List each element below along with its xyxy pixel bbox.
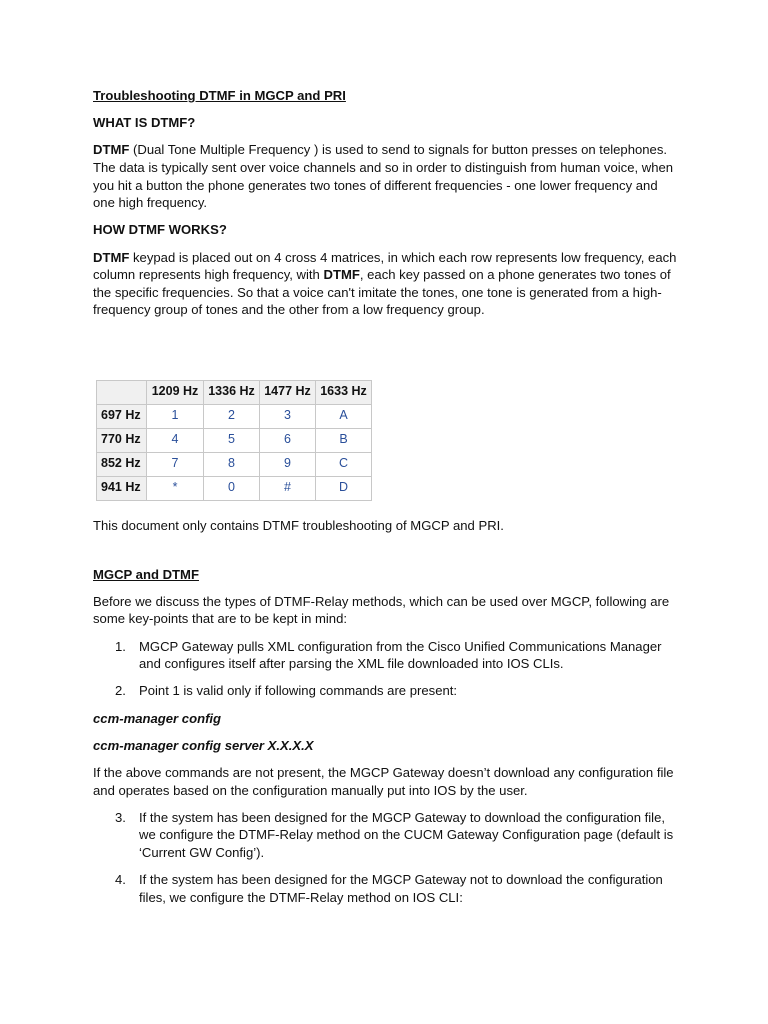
how-dtmf-works-paragraph — [93, 249, 683, 319]
list-item — [93, 809, 683, 862]
list-item — [93, 682, 683, 700]
table-corner-cell — [97, 380, 147, 404]
how-text-part-1: keypad is placed out on 4 cross 4 matrices, in which each row represents low frequency, each column represents high frequency, with — [93, 249, 677, 283]
table-cell: A — [316, 404, 372, 428]
table-cell: 2 — [204, 404, 260, 428]
table-cell: 4 — [147, 428, 204, 452]
command-ccm-manager-config-server: ccm-manager config server X.X.X.X — [93, 737, 314, 753]
table-header-row — [97, 380, 372, 404]
list-item-number: 1. — [115, 638, 126, 654]
table-cell: 3 — [260, 404, 316, 428]
list-item-number: 3. — [115, 809, 126, 825]
column-header: 1477 Hz — [260, 380, 316, 404]
list-item — [93, 871, 683, 906]
dtmf-term: DTMF — [93, 142, 130, 158]
table-cell: * — [147, 476, 204, 500]
how-dtmf-works-heading: HOW DTMF WORKS? — [93, 222, 227, 238]
table-cell: D — [316, 476, 372, 500]
list-item-number: 2. — [115, 683, 126, 699]
table-row — [97, 452, 372, 476]
table-cell: 6 — [260, 428, 316, 452]
table-cell: # — [260, 476, 316, 500]
dtmf-frequency-table — [96, 380, 372, 501]
list-item-text: If the system has been designed for the MGCP Gateway not to download the configuration files, we configure the DTMF-Relay method on IOS CLI: — [139, 872, 663, 905]
list-item-number: 4. — [115, 872, 126, 888]
table-cell: B — [316, 428, 372, 452]
column-header: 1633 Hz — [316, 380, 372, 404]
table-row — [97, 404, 372, 428]
command-note-paragraph: If the above commands are not present, the MGCP Gateway doesn’t download any configuration file and operates based on the configuration manually put into IOS by the user. — [93, 765, 674, 798]
dtmf-term: DTMF — [93, 249, 130, 265]
command-ccm-manager-config: ccm-manager config — [93, 710, 222, 726]
row-header: 852 Hz — [97, 452, 147, 476]
mgcp-dtmf-heading: MGCP and DTMF — [93, 566, 199, 582]
dtmf-term: DTMF — [323, 267, 360, 283]
list-item — [93, 638, 683, 673]
document-title: Troubleshooting DTMF in MGCP and PRI — [93, 88, 346, 103]
column-header: 1336 Hz — [204, 380, 260, 404]
list-item-text: If the system has been designed for the MGCP Gateway to download the configuration file, we configure the DTMF-Relay method on the CUCM Gateway Configuration page (default is ‘Current GW Config’). — [139, 809, 674, 860]
mgcp-intro-paragraph: Before we discuss the types of DTMF-Relay methods, which can be used over MGCP, following are some key-points that are to be kept in mind: — [93, 593, 670, 627]
table-row — [97, 428, 372, 452]
key-points-list-2 — [93, 809, 683, 907]
list-item-text: Point 1 is valid only if following commands are present: — [139, 683, 458, 699]
table-cell: 5 — [204, 428, 260, 452]
what-is-dtmf-paragraph — [93, 141, 683, 211]
row-header: 941 Hz — [97, 476, 147, 500]
key-points-list-1 — [93, 638, 683, 700]
how-text-part-2: , each key passed on a phone generates two tones of the specific frequencies. So that a voice can't imitate the tones, one tone is generated from a high-frequency group of tones and the other from a low frequency group. — [93, 267, 671, 318]
table-cell: 0 — [204, 476, 260, 500]
table-row — [97, 476, 372, 500]
table-cell: C — [316, 452, 372, 476]
what-is-dtmf-heading: WHAT IS DTMF? — [93, 115, 196, 131]
row-header: 770 Hz — [97, 428, 147, 452]
row-header: 697 Hz — [97, 404, 147, 428]
table-cell: 7 — [147, 452, 204, 476]
column-header: 1209 Hz — [147, 380, 204, 404]
document-body — [93, 87, 683, 916]
table-cell: 1 — [147, 404, 204, 428]
table-cell: 8 — [204, 452, 260, 476]
table-cell: 9 — [260, 452, 316, 476]
list-item-text: MGCP Gateway pulls XML configuration from the Cisco Unified Communications Manager and configures itself after parsing the XML file downloaded into IOS CLIs. — [139, 638, 662, 672]
scope-paragraph: This document only contains DTMF troubleshooting of MGCP and PRI. — [93, 517, 504, 533]
what-is-dtmf-text: (Dual Tone Multiple Frequency ) is used to send to signals for button presses on telephones. The data is typically sent over voice channels and so in order to distinguish from human voice, when you hit a button the phone generates two tones of different frequencies - one lower frequency and one high frequency. — [93, 142, 674, 211]
